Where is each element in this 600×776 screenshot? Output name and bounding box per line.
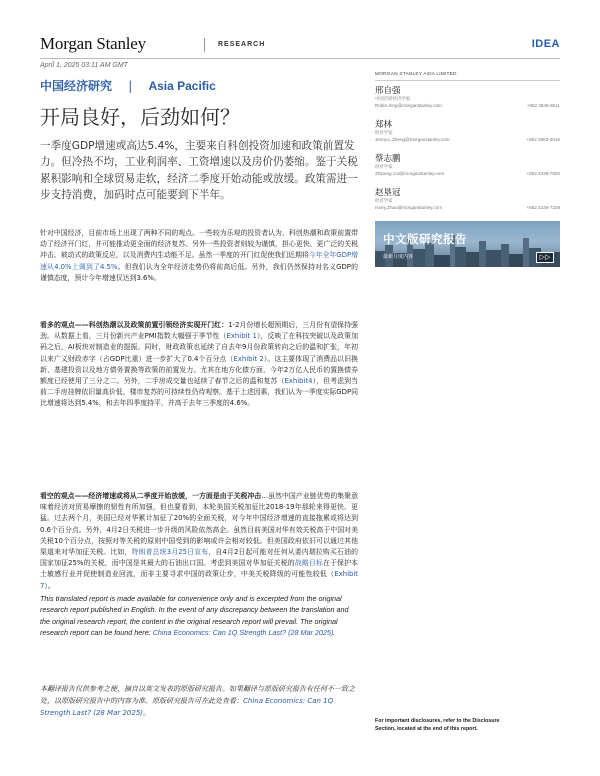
author-email[interactable]: Robin.Xing@morganstanley.com xyxy=(375,103,442,108)
body-paragraph-3 xyxy=(40,491,358,592)
author-name: 郑林 xyxy=(375,120,393,130)
paragraph-heading: 看多的观点——科创热潮以及政策前置引领经济实现开门红： xyxy=(40,321,229,329)
morgan-stanley-logo: Morgan Stanley xyxy=(40,34,146,53)
author-name: 邢自强 xyxy=(375,86,401,96)
exhibit-link[interactable]: Exhibit 7 xyxy=(40,570,358,590)
paragraph-text: ），反映了在科技突破以及政策加码之后，AI板块对制造业的提振。同时，财政政策也延续了自去年9月份政策转向之后的温和扩张，年初以来广义财政赤字（占GDP比重）进一步扩大了0.4个百分点（ xyxy=(40,332,358,363)
gdp-forecast-link[interactable]: 今年全年GDP增速从4.0%上调到了4.5% xyxy=(40,251,358,271)
body-paragraph-2 xyxy=(40,320,358,410)
exhibit-link[interactable]: Exhibit4 xyxy=(284,377,313,386)
author-entry xyxy=(375,84,560,114)
author-entry xyxy=(375,152,560,182)
note-text: . xyxy=(333,628,336,638)
author-sidebar xyxy=(375,72,560,221)
banner-subtitle: 最新月度内容 xyxy=(383,254,414,260)
author-email[interactable]: Jenny.L.Zheng@morganstanley.com xyxy=(375,137,450,142)
publish-date: April 1, 2025 03:11 AM GMT xyxy=(40,62,128,69)
author-role: 中国首席经济学家 xyxy=(375,97,411,102)
paragraph-text: 在于保护本土敏感行业并促使制造业回流，而非主要寻求中国的政策让步，中美关税降级的可能性较低（ xyxy=(40,559,359,579)
chinese-reports-banner[interactable] xyxy=(375,221,560,267)
paragraph-text: ）。这主要体现了消费品以旧换新、基建投资以及地方债务置换等政策的前置发力。尤其在地方化债方面，今年2万亿人民币的置换债券额度已经使用了三分之二。另外，二手房成交量也延续了春节之后的温和复苏（ xyxy=(40,354,358,386)
report-header xyxy=(40,34,560,60)
exhibit-link[interactable]: Exhibit 2 xyxy=(233,354,264,363)
author-role: 经济学家 xyxy=(375,199,393,204)
translation-note-chinese xyxy=(40,683,358,720)
author-phone: +852 3963-4015 xyxy=(526,137,560,142)
disclosure-note: For important disclosures, refer to the Disclosure Section, located at the end of this report. xyxy=(375,718,500,732)
header-divider xyxy=(204,38,205,52)
author-entry xyxy=(375,118,560,148)
body-paragraph-1 xyxy=(40,228,358,284)
sidebar-heading: MORGAN STANLEY ASIA LIMITED xyxy=(375,72,457,77)
author-role: 经济学家 xyxy=(375,165,393,170)
series-region[interactable]: Asia Pacific xyxy=(148,79,216,93)
author-role: 经济学家 xyxy=(375,131,393,136)
author-phone: +852 2239-7820 xyxy=(526,171,560,176)
series-separator: | xyxy=(128,79,133,93)
forward-icon[interactable]: ▷▷ xyxy=(536,252,554,263)
paragraph-text: …虽然中国产业链优势的集聚意味着经济对贸易摩擦的韧性有所加强，但也要看到，本轮美国关税加征比2018-19年那轮来得更快、更猛。过去两个月，美国已经对华累计加征了20%的全面关税，对今年中国经济增速的直接拖累或将达到0.6个百分点。另外，4月2日关税进一步升级的风险依然高企。虽然目前美国对华有效关税高于中国对美关税10个百分点，按照对等关税的原则中国受到的影响或许会相对较低。但美国政府依旧可以通过其他渠道来对华加征关税。比如， xyxy=(40,492,359,557)
report-title: 开局良好，后劲如何？ xyxy=(40,105,240,129)
author-email[interactable]: Zhipeng.Cai@morganstanley.com xyxy=(375,171,445,176)
paragraph-text: 1-2月份增长超预期后，三月份有望保持强劲。从数据上看，三月份新兴产业PMI指数大幅强于季节性（ xyxy=(40,321,358,341)
author-email[interactable]: Harry.Zhao@morganstanley.com xyxy=(375,205,443,210)
paragraph-text: ，自4月2日起可能对任何从委内瑞拉购买石油的国家加征25%的关税，而中国是其最大的石油出口国。考虑到美国对华加征关税的 xyxy=(40,548,358,568)
paragraph-text: 。但我们认为全年经济走势仍将前高后低。另外，我们仍然保持对名义GDP的谨慎态度，预计今年增速仅达到3.6%。 xyxy=(40,262,358,282)
banner-title: 中文版研究报告 xyxy=(383,232,467,246)
author-entry xyxy=(375,186,560,216)
exhibit-link[interactable]: Exhibit 1 xyxy=(226,332,257,341)
trump-announcement-link[interactable]: 特朗普总统3月25日宣布 xyxy=(131,548,209,557)
header-rule xyxy=(40,58,560,59)
note-text: 本翻译报告仅供参考之便，摘自以英文发表的原版研究报告。如果翻译与原版研究报告有任何不一致之处，以原版研究报告中的内容为准。原版研究报告可在此处查看： xyxy=(40,685,355,706)
author-name: 蔡志鹏 xyxy=(375,154,401,164)
author-name: 赵垦冠 xyxy=(375,188,401,198)
note-text: This translated report is made available for convenience only and is excerpted from the original research report published in English. In the event of any discrepancy between the translation and the original research report, the content in the original research report will prevail. The original research report can be found here: xyxy=(40,594,349,638)
translation-note-english xyxy=(40,593,358,639)
note-text: 。 xyxy=(143,709,151,718)
author-phone: +852 2848-6511 xyxy=(526,103,560,108)
paragraph-heading: 看空的观点——经济增速或将从二季度开始放缓，一方面是由于关税冲击 xyxy=(40,492,262,500)
lead-summary: 一季度GDP增速或高达5.4%，主要来自科创投资加速和政策前置发力。但冷热不均，工业利润率、工资增速以及房价仍萎缩。鉴于关税累积影响和全球贸易走软，经济二季度开始动能或放缓。政策需进一步支持消费，加码时点可能要到下半年。 xyxy=(40,140,358,201)
original-report-link[interactable]: China Economics: Can 1Q Strength Last? (28 Mar 2025) xyxy=(40,697,334,718)
strategic-goal-link[interactable]: 战略目标 xyxy=(294,559,323,568)
paragraph-text: ），但考虑到当前二手房挂牌依旧量高价低，楼市复苏的可持续性仍待观察。基于上述因素，我们认为一季度实际GDP同比增速将达到5.4%，和去年四季度持平，并高于去年三季度的4.6%。 xyxy=(40,377,358,408)
paragraph-text: ）。 xyxy=(44,581,55,590)
series-name[interactable]: 中国经济研究 xyxy=(40,79,113,93)
research-label: RESEARCH xyxy=(218,41,266,48)
paragraph-text: 针对中国经济，目前市场上出现了两种不同的观点。一些较为乐观的投资者认为，科创热潮和政策前置带动了经济开门红，并可能推动更全面的经济复苏。另外一些投资者则较为谨慎，担心更快、更广泛的关税冲击、被动式的政策反应，以及消费内生动能不足。虽然一季度的开门红促使我们近期将 xyxy=(40,229,358,260)
idea-badge: IDEA xyxy=(531,38,560,50)
series-line xyxy=(40,77,216,94)
author-phone: +852 2239-7229 xyxy=(526,205,560,210)
original-report-link[interactable]: China Economics: Can 1Q Strength Last? (28 Mar 2025) xyxy=(152,628,334,638)
